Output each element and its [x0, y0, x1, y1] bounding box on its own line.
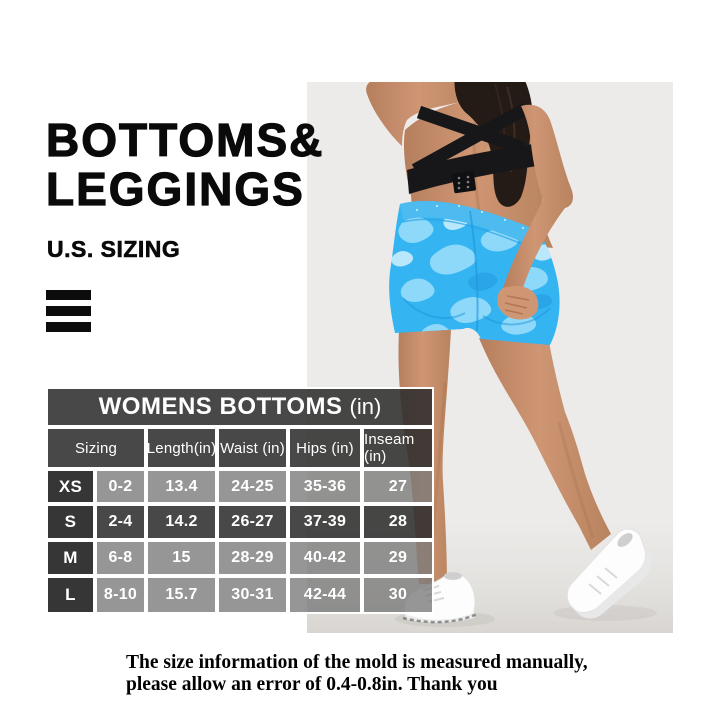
size-label-s: S	[46, 504, 95, 540]
table-title-text: WOMENS BOTTOMS	[98, 393, 343, 420]
disclaimer-line2: please allow an error of 0.4-0.8in. Thank you	[126, 674, 498, 695]
size-label-l: L	[46, 576, 95, 614]
table-cell: 28	[362, 504, 434, 540]
table-cell: 14.2	[146, 504, 217, 540]
menu-bar	[46, 322, 91, 332]
measurement-disclaimer	[126, 652, 588, 696]
table-cell: 8-10	[95, 576, 146, 614]
table-cell: 26-27	[217, 504, 288, 540]
table-cell: 30	[362, 576, 434, 614]
page-title-line2: LEGGINGS	[46, 163, 305, 215]
us-sizing-label: U.S. SIZING	[47, 236, 181, 262]
table-cell: 13.4	[146, 469, 217, 504]
col-header-inseam: Inseam (in)	[362, 427, 434, 469]
col-header-sizing: Sizing	[46, 427, 146, 469]
table-cell: 42-44	[288, 576, 362, 614]
table-cell: 6-8	[95, 540, 146, 576]
table-cell: 30-31	[217, 576, 288, 614]
page-title	[46, 116, 324, 214]
size-table	[46, 387, 434, 614]
table-cell: 24-25	[217, 469, 288, 504]
table-title	[46, 387, 434, 427]
menu-bar	[46, 306, 91, 316]
table-cell: 2-4	[95, 504, 146, 540]
table-cell: 40-42	[288, 540, 362, 576]
col-header-hips: Hips (in)	[288, 427, 362, 469]
col-header-waist: Waist (in)	[217, 427, 288, 469]
size-label-xs: XS	[46, 469, 95, 504]
disclaimer-line1: The size information of the mold is measured manually,	[126, 652, 588, 673]
table-cell: 35-36	[288, 469, 362, 504]
table-cell: 15.7	[146, 576, 217, 614]
table-cell: 0-2	[95, 469, 146, 504]
menu-icon	[46, 290, 91, 338]
table-cell: 28-29	[217, 540, 288, 576]
size-label-m: M	[46, 540, 95, 576]
col-header-length: Length(in)	[146, 427, 217, 469]
table-cell: 15	[146, 540, 217, 576]
table-cell: 37-39	[288, 504, 362, 540]
menu-bar	[46, 290, 91, 300]
bra-clasp	[452, 171, 477, 194]
table-cell: 27	[362, 469, 434, 504]
table-cell: 29	[362, 540, 434, 576]
page-title-line1: BOTTOMS&	[46, 114, 325, 166]
table-title-unit: (in)	[349, 394, 382, 419]
